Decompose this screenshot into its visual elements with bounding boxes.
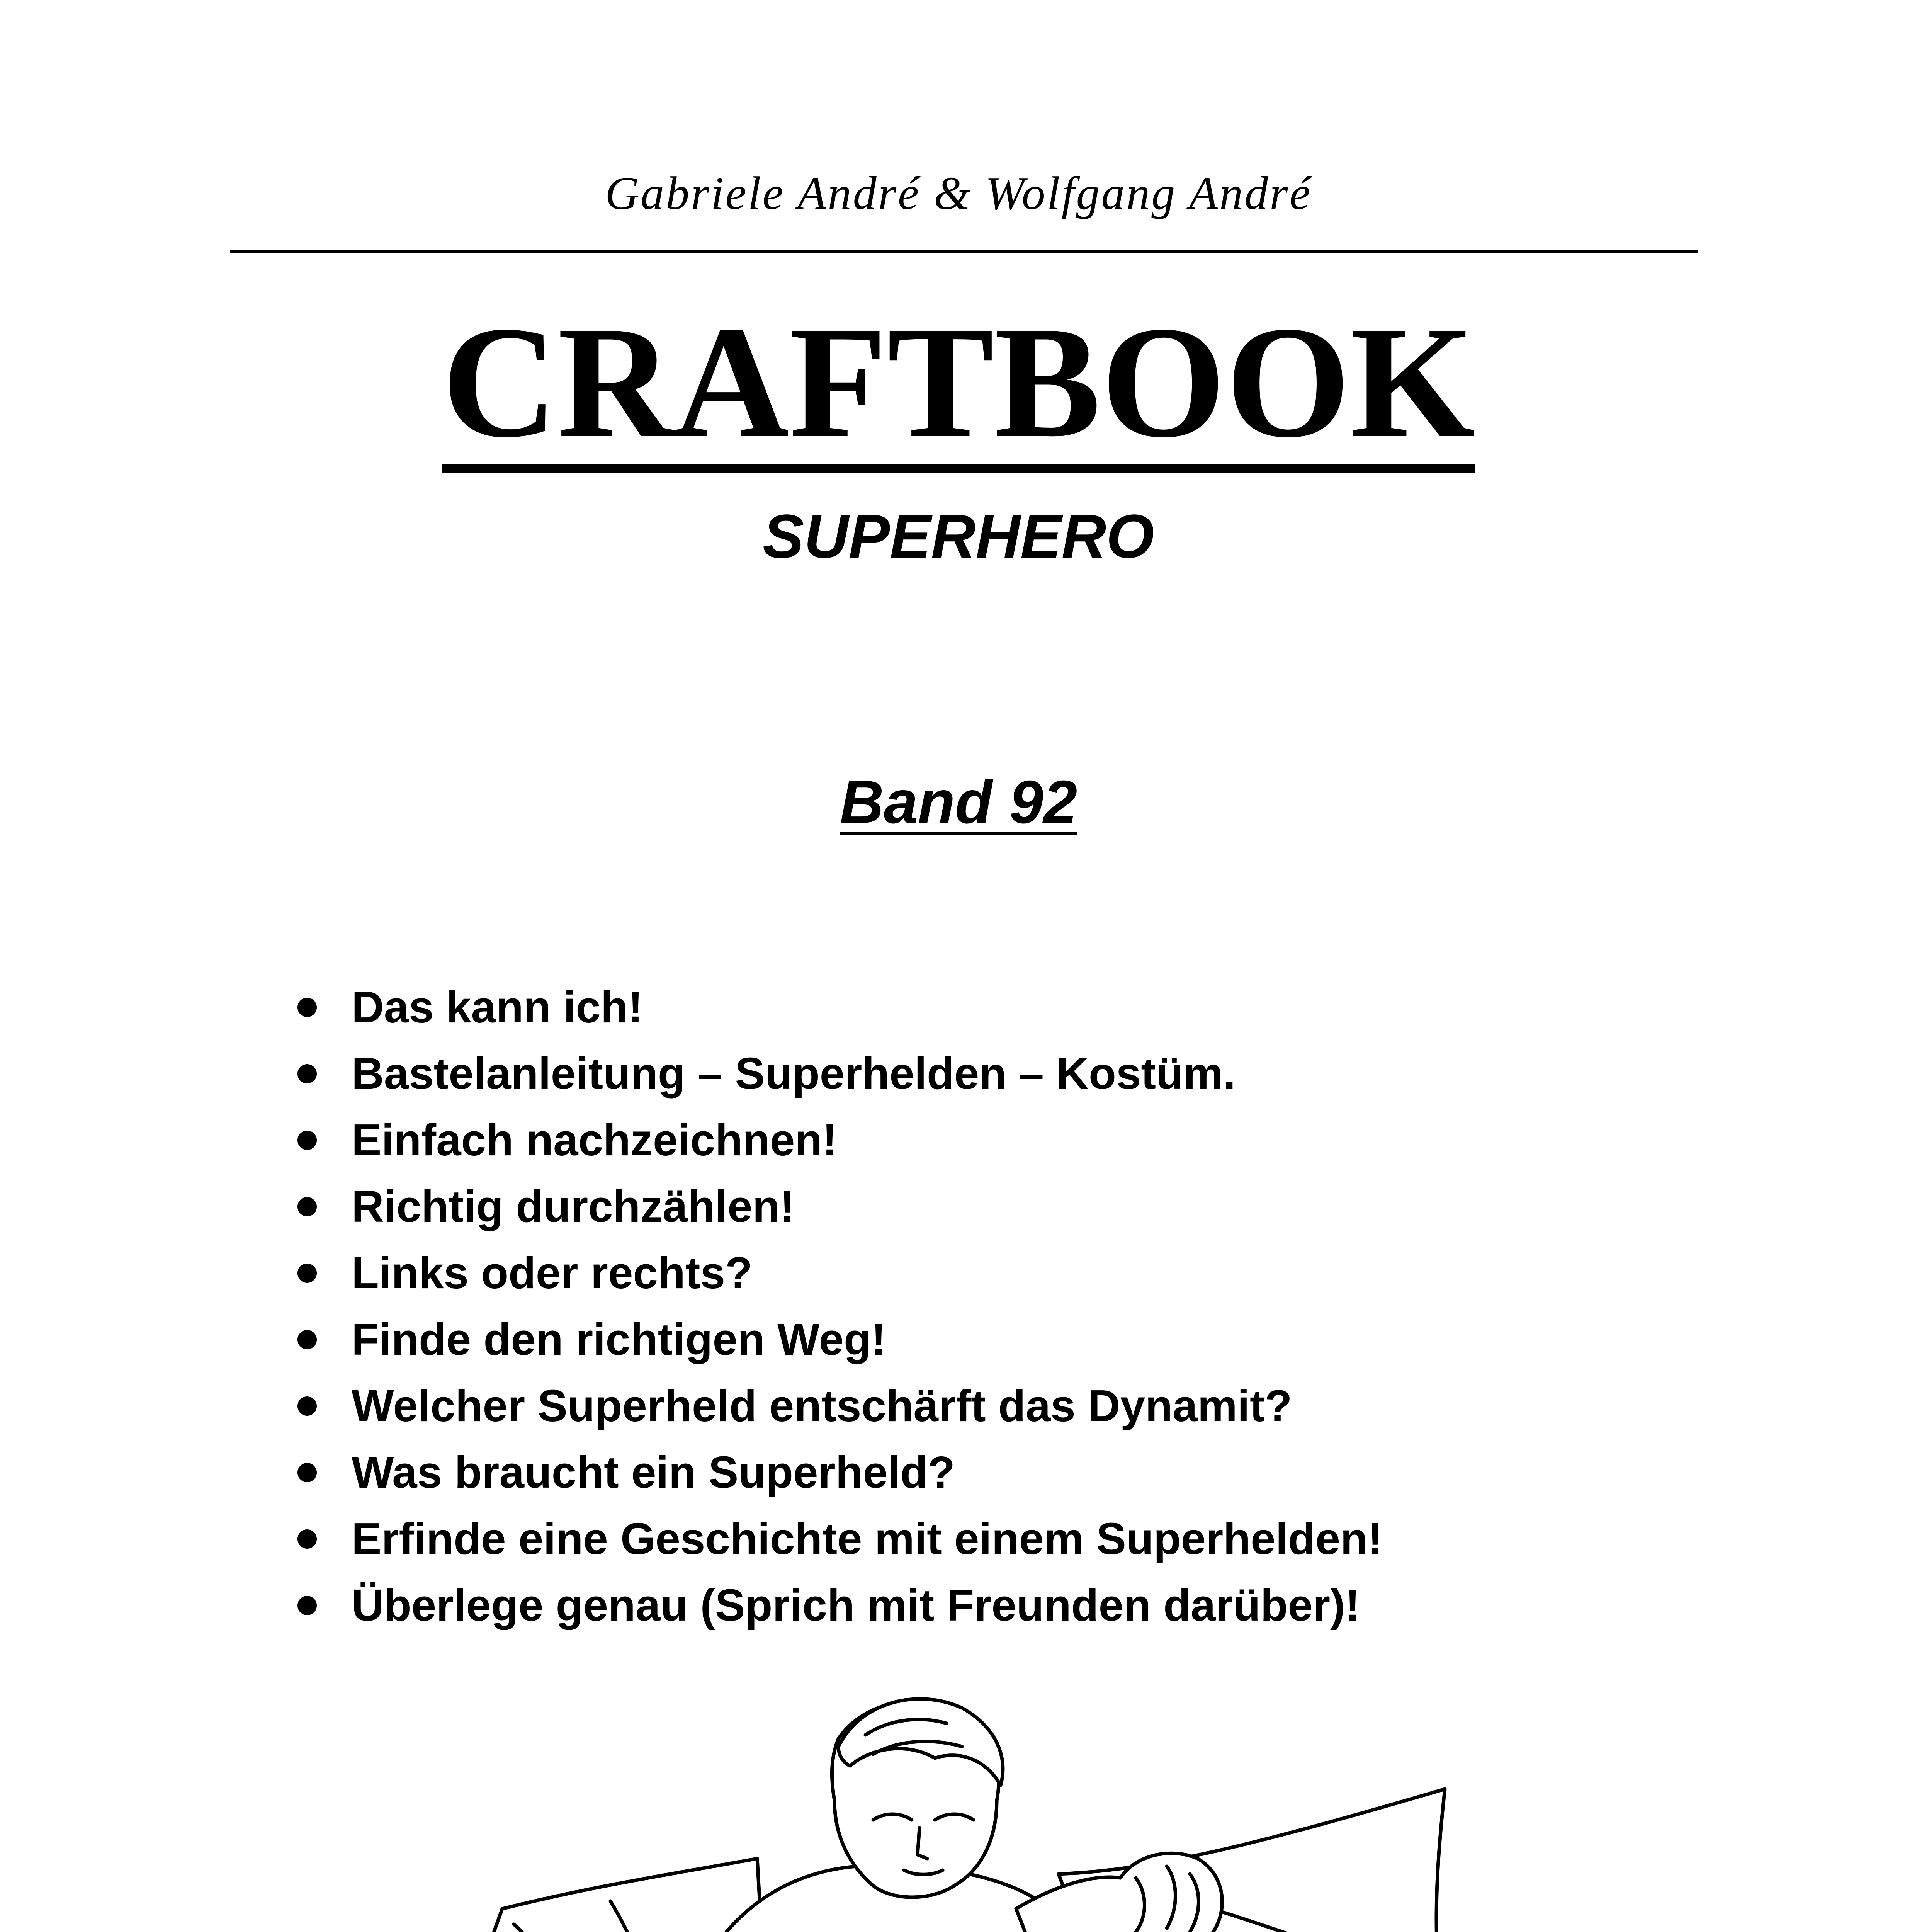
book-subtitle: SUPERHERO bbox=[763, 502, 1154, 571]
book-title bbox=[0, 294, 1917, 473]
header-divider bbox=[230, 250, 1698, 253]
contents-list bbox=[297, 974, 1383, 1638]
book-title-text: CRAFTBOOK bbox=[442, 300, 1475, 473]
bullet-icon bbox=[297, 1396, 317, 1416]
list-item bbox=[297, 1107, 1383, 1173]
list-item-text: Links oder rechts? bbox=[352, 1248, 753, 1298]
list-item bbox=[297, 974, 1383, 1040]
bullet-icon bbox=[297, 998, 317, 1017]
list-item bbox=[297, 1040, 1383, 1107]
list-item bbox=[297, 1240, 1383, 1306]
list-item-text: Richtig durchzählen! bbox=[352, 1181, 795, 1231]
bullet-icon bbox=[297, 1330, 317, 1349]
bullet-icon bbox=[297, 1064, 317, 1083]
list-item bbox=[297, 1372, 1383, 1439]
bullet-icon bbox=[297, 1131, 317, 1150]
bullet-icon bbox=[297, 1197, 317, 1216]
list-item-text: Erfinde eine Geschichte mit einem Superhelden! bbox=[352, 1514, 1383, 1564]
list-item-text: Was braucht ein Superheld? bbox=[352, 1447, 955, 1497]
list-item-text: Bastelanleitung – Superhelden – Kostüm. bbox=[352, 1048, 1236, 1099]
list-item-text: Das kann ich! bbox=[352, 982, 643, 1032]
list-item-text: Finde den richtigen Weg! bbox=[352, 1314, 886, 1364]
authors-header: Gabriele André & Wolfgang André bbox=[605, 167, 1312, 219]
bullet-icon bbox=[297, 1463, 317, 1482]
bullet-icon bbox=[297, 1529, 317, 1549]
bullet-icon bbox=[297, 1596, 317, 1615]
volume-label-text: Band 92 bbox=[840, 768, 1077, 836]
flying-superhero-icon bbox=[456, 1692, 1468, 1932]
list-item-text: Einfach nachzeichnen! bbox=[352, 1115, 837, 1165]
list-item-text: Welcher Superheld entschärft das Dynamit? bbox=[352, 1381, 1292, 1431]
list-item bbox=[297, 1173, 1383, 1240]
list-item-text: Überlege genau (Sprich mit Freunden darüber)! bbox=[352, 1580, 1360, 1630]
list-item bbox=[297, 1505, 1383, 1572]
list-item bbox=[297, 1572, 1383, 1638]
list-item bbox=[297, 1439, 1383, 1505]
bullet-icon bbox=[297, 1264, 317, 1283]
list-item bbox=[297, 1306, 1383, 1372]
volume-label bbox=[0, 769, 1917, 836]
